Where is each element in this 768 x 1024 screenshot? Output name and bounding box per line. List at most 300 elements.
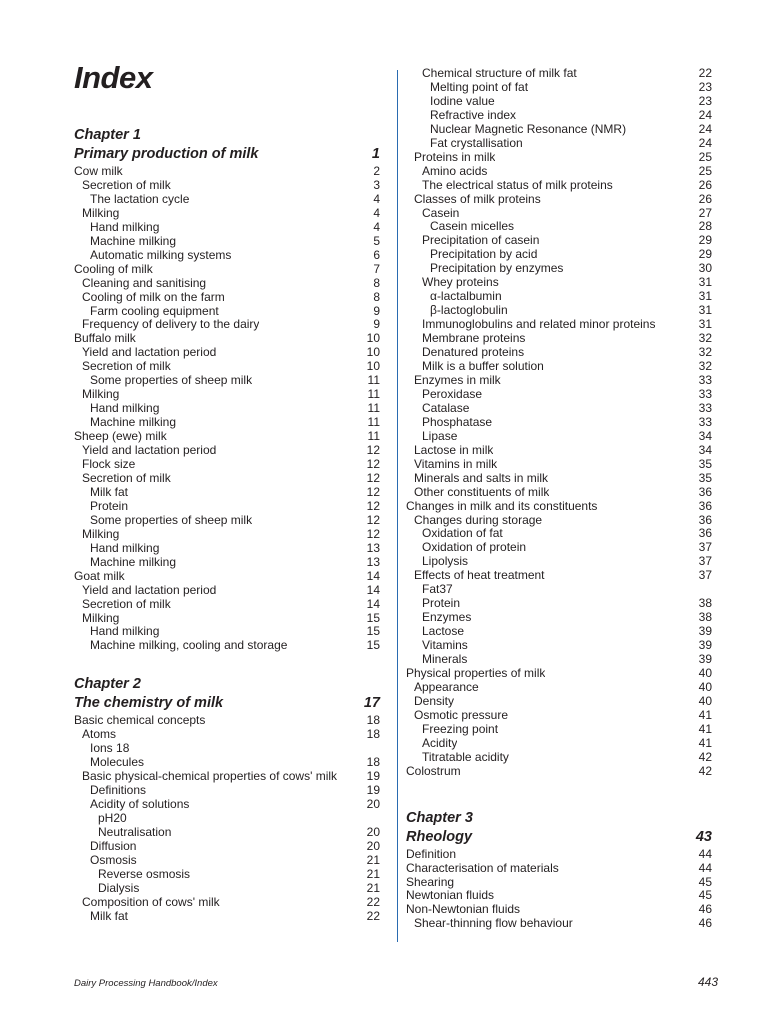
index-entry[interactable]	[406, 458, 712, 472]
index-entry[interactable]	[74, 500, 380, 514]
index-entry-label: Protein	[422, 597, 461, 611]
index-entry[interactable]	[74, 514, 380, 528]
chapter-heading[interactable]	[74, 145, 380, 164]
index-entry-label: Proteins in milk	[414, 150, 496, 164]
index-entry-label: Reverse osmosis	[98, 867, 191, 881]
index-entry-label: Denatured proteins	[422, 346, 525, 360]
index-entry-label: Density	[414, 694, 455, 708]
index-entry-label: Machine milking	[90, 555, 177, 569]
index-entry-page: 11	[367, 373, 380, 388]
index-entry-page: 27	[698, 205, 712, 220]
index-entry[interactable]	[74, 714, 380, 728]
index-entry[interactable]	[406, 388, 712, 402]
index-entry-label: Cooling of milk	[74, 262, 153, 276]
index-entry-label: Changes during storage	[414, 513, 543, 527]
index-entry-label: Milk fat	[90, 485, 129, 499]
index-entry-page: 2	[373, 164, 380, 178]
index-entry-label: Other constituents of milk	[414, 485, 550, 499]
index-entry[interactable]	[406, 151, 712, 165]
index-entry-label: Secretion of milk	[82, 360, 171, 374]
index-entry[interactable]	[74, 444, 380, 458]
index-entry-label: Basic chemical concepts	[74, 714, 206, 728]
index-entry-page: 7	[373, 261, 380, 276]
index-entry-label: Phosphatase	[422, 415, 493, 429]
index-entry-page: 38	[698, 610, 712, 625]
index-entry-page: 14	[366, 596, 380, 611]
index-entry-label: Some properties of sheep milk	[90, 513, 253, 527]
index-entry-label: Newtonian fluids	[406, 889, 495, 903]
index-entry-page: 19	[366, 783, 380, 798]
index-entry[interactable]	[74, 812, 380, 826]
index-entry[interactable]	[406, 193, 712, 207]
index-entry-label: Refractive index	[430, 108, 517, 122]
index-entry-page: 37	[698, 554, 712, 569]
index-entry-label: Milking	[82, 388, 120, 402]
index-entry-page: 11	[367, 429, 380, 444]
index-entry[interactable]	[74, 556, 380, 570]
index-entry-label: Whey proteins	[422, 276, 499, 290]
index-entry[interactable]	[74, 305, 380, 319]
index-entry-page: 36	[698, 526, 712, 541]
index-entry[interactable]	[406, 681, 712, 695]
index-entry-label: Appearance	[414, 680, 479, 694]
index-entry-page: 28	[698, 219, 712, 234]
index-entry[interactable]	[406, 374, 712, 388]
index-entry-label: Basic physical-chemical properties of cows' milk	[82, 770, 338, 784]
index-entry-page: 5	[373, 233, 380, 248]
index-entry-page: 10	[366, 345, 380, 360]
index-entry[interactable]	[74, 416, 380, 430]
index-entry-label: Neutralisation	[98, 825, 172, 839]
index-entry[interactable]	[74, 472, 380, 486]
index-entry-label: Fat crystallisation	[430, 136, 523, 150]
index-entry[interactable]	[406, 402, 712, 416]
index-entry-label: Milk is a buffer solution	[422, 360, 544, 374]
index-entry[interactable]	[74, 840, 380, 854]
index-entry-page: 4	[373, 191, 380, 206]
index-entry-page: 41	[698, 735, 712, 750]
index-entry-page: 18	[366, 755, 380, 770]
index-entry-page: 31	[698, 317, 712, 332]
index-entry[interactable]	[406, 514, 712, 528]
index-entry-label: The lactation cycle	[90, 192, 190, 206]
index-entry-label: Physical properties of milk	[406, 666, 546, 680]
index-entry-page: 37	[698, 540, 712, 555]
index-entry[interactable]	[406, 81, 712, 95]
index-entry[interactable]	[406, 723, 712, 737]
index-entry[interactable]	[406, 290, 712, 304]
index-entry-page: 11	[367, 415, 380, 430]
index-entry-page: 25	[698, 149, 712, 164]
index-entry-label: Effects of heat treatment	[414, 569, 545, 583]
index-entry-label: Fat37	[422, 583, 453, 597]
index-entry-label: Frequency of delivery to the dairy	[82, 318, 260, 332]
index-entry[interactable]	[406, 276, 712, 290]
index-entry-page: 32	[698, 331, 712, 346]
index-entry-label: Lipolysis	[422, 555, 469, 569]
index-entry-label: Protein	[90, 499, 129, 513]
index-entry[interactable]	[406, 207, 712, 221]
index-entry-page: 31	[698, 289, 712, 304]
index-entry[interactable]	[406, 262, 712, 276]
index-entry-page: 21	[366, 880, 380, 895]
index-entry-label: The electrical status of milk proteins	[422, 178, 613, 192]
chapter-1-name: Primary production of milk	[74, 146, 259, 162]
chapter-1-entries	[74, 165, 380, 653]
page-footer	[74, 975, 718, 989]
footer-page-number: 443	[697, 975, 718, 989]
index-entry-page: 19	[366, 769, 380, 784]
index-entry[interactable]	[74, 639, 380, 653]
index-entry-label: α-lactalbumin	[430, 290, 502, 304]
index-entry[interactable]	[406, 346, 712, 360]
index-entry-label: Vitamins in milk	[414, 457, 498, 471]
index-entry[interactable]	[74, 728, 380, 742]
index-entry-label: Machine milking, cooling and storage	[90, 639, 288, 653]
index-entry[interactable]	[406, 179, 712, 193]
index-entry-page: 14	[366, 582, 380, 597]
index-entry-page: 13	[366, 554, 380, 569]
index-entry-label: Nuclear Magnetic Resonance (NMR)	[430, 122, 627, 136]
index-entry[interactable]	[74, 784, 380, 798]
index-entry-label: Composition of cows' milk	[82, 895, 220, 909]
index-entry[interactable]	[74, 612, 380, 626]
index-entry-label: Osmosis	[90, 853, 137, 867]
page-title: Index	[74, 60, 153, 95]
index-entry-label: Molecules	[90, 756, 145, 770]
index-entry-label: Hand milking	[90, 402, 160, 416]
index-entry-label: Chemical structure of milk fat	[422, 67, 577, 80]
index-entry-page: 25	[698, 163, 712, 178]
chapter-2-page: 17	[363, 695, 380, 712]
index-entry-page: 15	[366, 638, 380, 653]
index-entry[interactable]	[406, 500, 712, 514]
chapter-3-label: Chapter 3	[406, 809, 473, 826]
index-entry[interactable]	[406, 137, 712, 151]
index-entry[interactable]	[406, 876, 712, 890]
index-entry-page: 11	[367, 401, 380, 416]
chapter-label	[74, 675, 380, 694]
index-entry[interactable]	[406, 889, 712, 903]
index-entry[interactable]	[406, 751, 712, 765]
index-entry-page: 40	[698, 679, 712, 694]
index-entry[interactable]	[74, 402, 380, 416]
index-entry[interactable]	[74, 584, 380, 598]
index-entry[interactable]	[406, 95, 712, 109]
index-entry-page: 33	[698, 414, 712, 429]
index-entry-page: 15	[366, 624, 380, 639]
index-entry[interactable]	[74, 882, 380, 896]
index-entry-label: Secretion of milk	[82, 597, 171, 611]
index-entry[interactable]	[74, 570, 380, 584]
index-entry[interactable]	[74, 896, 380, 910]
index-entry-label: Cleaning and sanitising	[82, 276, 207, 290]
index-entry-label: Lactose in milk	[414, 443, 494, 457]
index-entry[interactable]	[406, 848, 712, 862]
index-entry[interactable]	[406, 360, 712, 374]
chapter-3-page: 43	[695, 828, 712, 845]
index-entry-label: Goat milk	[74, 569, 125, 583]
index-entry[interactable]	[74, 277, 380, 291]
index-entry-page: 14	[366, 568, 380, 583]
index-entry-page: 24	[698, 107, 712, 122]
chapter-2-label: Chapter 2	[74, 676, 141, 693]
index-entry-label: Minerals	[422, 653, 468, 667]
index-entry[interactable]	[74, 165, 380, 179]
index-entry-page: 40	[698, 665, 712, 680]
index-entry-page: 36	[698, 484, 712, 499]
index-entry[interactable]	[406, 597, 712, 611]
index-entry-label: Shear-thinning flow behaviour	[414, 917, 573, 931]
index-entry[interactable]	[74, 179, 380, 193]
index-entry-page: 12	[366, 512, 380, 527]
index-entry-label: Secretion of milk	[82, 471, 171, 485]
chapter-2-entries	[74, 714, 380, 923]
index-entry-label: Ions 18	[90, 742, 130, 756]
chapter-2-name: The chemistry of milk	[74, 695, 224, 712]
index-entry-page: 33	[698, 400, 712, 415]
index-entry-label: Secretion of milk	[82, 178, 171, 192]
index-entry-label: Iodine value	[430, 94, 495, 108]
index-entry[interactable]	[406, 667, 712, 681]
index-entry[interactable]	[74, 346, 380, 360]
index-entry[interactable]	[406, 234, 712, 248]
left-column	[74, 126, 380, 924]
index-entry[interactable]	[74, 528, 380, 542]
index-entry-label: Automatic milking systems	[90, 248, 232, 262]
index-entry[interactable]	[406, 583, 712, 597]
index-entry-page: 35	[698, 456, 712, 471]
index-entry-label: Precipitation by enzymes	[430, 262, 564, 276]
footer-source: Dairy Processing Handbook/Index	[74, 978, 218, 989]
index-entry-label: Casein micelles	[430, 220, 515, 234]
index-entry[interactable]	[406, 444, 712, 458]
index-entry[interactable]	[74, 910, 380, 924]
index-entry[interactable]	[406, 416, 712, 430]
index-entry-page: 12	[366, 526, 380, 541]
index-entry-page: 44	[698, 860, 712, 875]
index-entry[interactable]	[74, 430, 380, 444]
index-entry-label: Milking	[82, 527, 120, 541]
index-entry[interactable]	[406, 541, 712, 555]
index-entry[interactable]	[74, 826, 380, 840]
index-entry-page: 36	[698, 512, 712, 527]
index-entry[interactable]	[406, 917, 712, 931]
index-entry-page: 46	[698, 916, 712, 931]
chapter-heading[interactable]	[74, 694, 380, 713]
index-entry-label: Acidity	[422, 736, 458, 750]
index-entry-label: Hand milking	[90, 220, 160, 234]
index-entry[interactable]	[406, 332, 712, 346]
index-entry-page: 10	[366, 359, 380, 374]
index-entry-page: 31	[698, 275, 712, 290]
index-entry-label: Oxidation of fat	[422, 527, 503, 541]
index-entry[interactable]	[74, 756, 380, 770]
index-entry-page: 45	[698, 888, 712, 903]
index-entry[interactable]	[406, 527, 712, 541]
index-entry-page: 22	[698, 66, 712, 80]
index-entry-page: 42	[698, 763, 712, 778]
index-entry-page: 32	[698, 345, 712, 360]
index-entry-page: 46	[698, 902, 712, 917]
index-entry[interactable]	[74, 207, 380, 221]
index-entry-label: Diffusion	[90, 839, 137, 853]
index-entry-page: 32	[698, 359, 712, 374]
index-entry-page: 38	[698, 596, 712, 611]
index-entry-page: 24	[698, 121, 712, 136]
index-entry-label: Milking	[82, 206, 120, 220]
index-entry-label: Titratable acidity	[422, 750, 509, 764]
index-entry[interactable]	[74, 868, 380, 882]
index-entry-label: Osmotic pressure	[414, 708, 509, 722]
index-entry-page: 8	[373, 289, 380, 304]
index-entry[interactable]	[74, 388, 380, 402]
index-entry-page: 10	[366, 331, 380, 346]
right-column	[406, 67, 712, 931]
index-entry-label: Cow milk	[74, 165, 123, 178]
index-entry[interactable]	[74, 263, 380, 277]
index-entry-page: 20	[366, 797, 380, 812]
index-entry[interactable]	[74, 542, 380, 556]
index-entry[interactable]	[406, 903, 712, 917]
index-entry[interactable]	[406, 430, 712, 444]
index-entry-page: 26	[698, 177, 712, 192]
index-entry[interactable]	[406, 569, 712, 583]
index-entry-page: 26	[698, 191, 712, 206]
index-entry[interactable]	[406, 109, 712, 123]
index-entry[interactable]	[406, 862, 712, 876]
index-entry[interactable]	[406, 304, 712, 318]
index-entry-page: 12	[366, 457, 380, 472]
index-entry-page: 45	[698, 874, 712, 889]
index-entry[interactable]	[406, 695, 712, 709]
index-entry-label: Colostrum	[406, 764, 461, 778]
index-entry-page: 34	[698, 442, 712, 457]
index-entry[interactable]	[406, 220, 712, 234]
index-entry-page: 29	[698, 247, 712, 262]
index-entry-label: Milking	[82, 611, 120, 625]
index-entry-label: Characterisation of materials	[406, 861, 559, 875]
index-entry-label: Machine milking	[90, 234, 177, 248]
index-entry-label: Definition	[406, 847, 457, 861]
index-entry-label: Precipitation by acid	[430, 248, 538, 262]
index-entry[interactable]	[74, 235, 380, 249]
index-entry-page: 12	[366, 470, 380, 485]
index-entry[interactable]	[74, 360, 380, 374]
index-entry-label: Some properties of sheep milk	[90, 374, 253, 388]
index-entry-page: 18	[366, 713, 380, 728]
index-entry-page: 18	[366, 727, 380, 742]
index-entry[interactable]	[406, 123, 712, 137]
index-entry-page: 6	[373, 247, 380, 262]
index-entry[interactable]	[406, 625, 712, 639]
index-entry[interactable]	[74, 249, 380, 263]
index-entry[interactable]	[406, 248, 712, 262]
index-entry[interactable]	[74, 598, 380, 612]
index-entry[interactable]	[406, 486, 712, 500]
index-entry-page: 34	[698, 428, 712, 443]
index-entry[interactable]	[74, 291, 380, 305]
index-entry[interactable]	[74, 854, 380, 868]
index-entry-label: Minerals and salts in milk	[414, 471, 549, 485]
index-entry-page: 11	[367, 387, 380, 402]
index-entry-label: Peroxidase	[422, 387, 483, 401]
index-entry-page: 36	[698, 498, 712, 513]
index-entry-label: Melting point of fat	[430, 80, 529, 94]
index-entry-label: Atoms	[82, 728, 117, 742]
index-entry-label: Flock size	[82, 458, 136, 472]
index-entry[interactable]	[406, 67, 712, 81]
index-entry[interactable]	[406, 709, 712, 723]
index-entry-page: 44	[698, 846, 712, 861]
index-entry[interactable]	[74, 486, 380, 500]
index-entry[interactable]	[406, 765, 712, 779]
index-entry[interactable]	[74, 318, 380, 332]
index-entry-label: Freezing point	[422, 722, 499, 736]
index-entry[interactable]	[406, 165, 712, 179]
index-entry-label: Enzymes	[422, 611, 472, 625]
index-entry-label: Hand milking	[90, 625, 160, 639]
index-entry[interactable]	[406, 555, 712, 569]
index-entry-page: 4	[373, 219, 380, 234]
index-entry-page: 22	[366, 908, 380, 923]
index-entry-label: Casein	[422, 206, 460, 220]
index-entry-label: Sheep (ewe) milk	[74, 430, 167, 444]
index-entry[interactable]	[406, 611, 712, 625]
index-entry-label: Catalase	[422, 401, 470, 415]
chapter-heading[interactable]	[406, 828, 712, 847]
index-entry[interactable]	[74, 798, 380, 812]
chapter-1-label: Chapter 1	[74, 127, 141, 143]
index-entry[interactable]	[74, 770, 380, 784]
index-entry[interactable]	[406, 318, 712, 332]
index-entry[interactable]	[74, 221, 380, 235]
index-entry-page: 23	[698, 93, 712, 108]
index-entry-label: pH20	[98, 812, 127, 826]
index-entry[interactable]	[406, 737, 712, 751]
index-entry-page: 3	[373, 177, 380, 192]
index-entry[interactable]	[74, 625, 380, 639]
index-entry-label: Amino acids	[422, 164, 488, 178]
index-entry-label: Hand milking	[90, 541, 160, 555]
index-entry-label: Dialysis	[98, 881, 140, 895]
index-entry-label: Vitamins	[422, 639, 468, 653]
index-entry[interactable]	[74, 458, 380, 472]
index-entry-page: 9	[373, 303, 380, 318]
index-entry-page: 30	[698, 261, 712, 276]
chapter-3-name: Rheology	[406, 828, 473, 845]
index-entry[interactable]	[406, 472, 712, 486]
index-entry-page: 20	[366, 838, 380, 853]
index-entry-label: β-lactoglobulin	[430, 304, 508, 318]
index-entry[interactable]	[74, 193, 380, 207]
index-entry[interactable]	[74, 742, 380, 756]
index-entry-label: Membrane proteins	[422, 332, 526, 346]
index-entry[interactable]	[406, 639, 712, 653]
chapter-2-continued-entries	[406, 67, 712, 779]
index-entry-page: 29	[698, 233, 712, 248]
index-entry-label: Yield and lactation period	[82, 346, 217, 360]
index-entry-page: 35	[698, 470, 712, 485]
column-divider	[397, 70, 398, 942]
index-entry[interactable]	[406, 653, 712, 667]
chapter-label	[406, 809, 712, 828]
index-entry[interactable]	[74, 374, 380, 388]
index-entry-label: Definitions	[90, 784, 147, 798]
index-entry-page: 21	[366, 852, 380, 867]
index-entry-page: 20	[366, 824, 380, 839]
index-entry[interactable]	[74, 332, 380, 346]
